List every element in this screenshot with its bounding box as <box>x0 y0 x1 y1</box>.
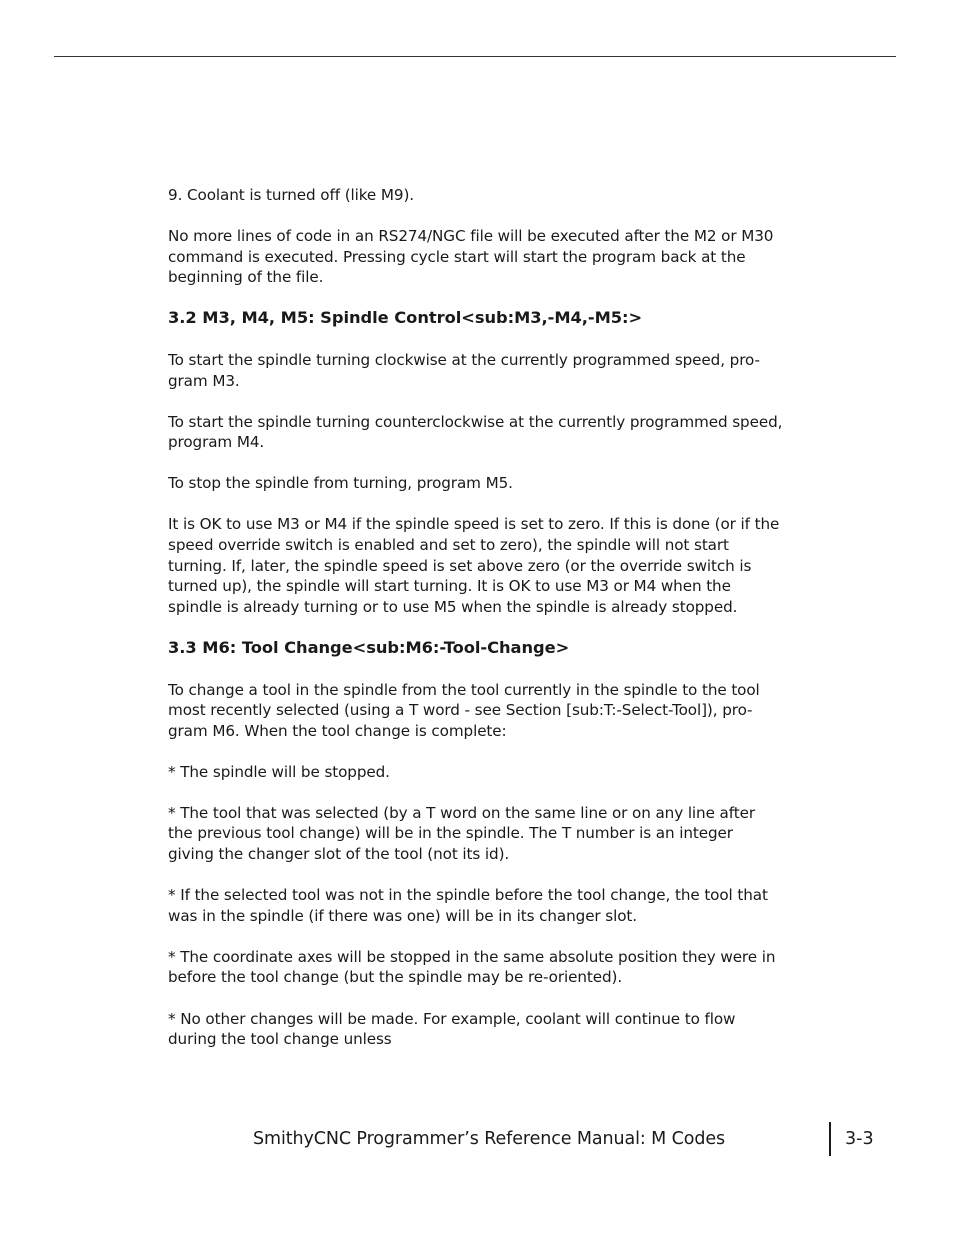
paragraph-m4: To start the spindle turning counterclockwise at the currently programmed speed, program M4. <box>168 412 783 452</box>
list-item-changer-slot: * If the selected tool was not in the spindle before the tool change, the tool that was in the spindle (if there was one) will be in its changer slot. <box>168 886 768 925</box>
paragraph-m5: To stop the spindle from turning, program M5. <box>168 474 513 493</box>
page-content <box>168 185 783 1070</box>
paragraph-m3: To start the spindle turning clockwise at the currently programmed speed, pro-gram M3. <box>168 350 760 390</box>
footer-page-number: 3-3 <box>845 1129 874 1149</box>
header-rule <box>54 56 896 57</box>
paragraph-m6-intro: To change a tool in the spindle from the tool currently in the spindle to the tool most recently selected (using a T word - see Section [sub:T:-Select-Tool]), pro-gram M6. When the tool change is complete: <box>168 680 760 740</box>
footer-manual-title: SmithyCNC Programmer’s Reference Manual: M Codes <box>253 1129 726 1149</box>
paragraph-program-end: No more lines of code in an RS274/NGC file will be executed after the M2 or M30 command is executed. Pressing cycle start will start the program back at the beginning of the file. <box>168 227 774 287</box>
list-item-no-other-changes: * No other changes will be made. For example, coolant will continue to flow during the tool change unless <box>168 1009 736 1049</box>
list-item-tool-in-spindle: * The tool that was selected (by a T word on the same line or on any line after the previous tool change) will be in the spindle. The T number is an integer giving the changer slot of the tool (not its id). <box>168 803 755 864</box>
section-heading-spindle-control: 3.2 M3, M4, M5: Spindle Control<sub:M3,-M4,-M5:> <box>168 308 643 328</box>
footer-divider <box>829 1122 831 1156</box>
list-item-axes-stopped: * The coordinate axes will be stopped in the same absolute position they were in before the tool change (but the spindle may be re-oriented). <box>168 947 776 987</box>
section-heading-tool-change: 3.3 M6: Tool Change<sub:M6:-Tool-Change> <box>168 637 570 657</box>
paragraph-coolant-off: 9. Coolant is turned off (like M9). <box>168 186 415 204</box>
list-item-spindle-stopped: * The spindle will be stopped. <box>168 762 390 781</box>
paragraph-spindle-speed-zero: It is OK to use M3 or M4 if the spindle speed is set to zero. If this is done (or if the speed override switch is enabled and set to zero), the spindle will not start turning. If, later, the spindle speed is set above zero (or the override switch is turned up), the spindle will start turning. It is OK to use M3 or M4 when the spindle is already turning or to use M5 when the spindle is already stopped. <box>168 515 780 616</box>
